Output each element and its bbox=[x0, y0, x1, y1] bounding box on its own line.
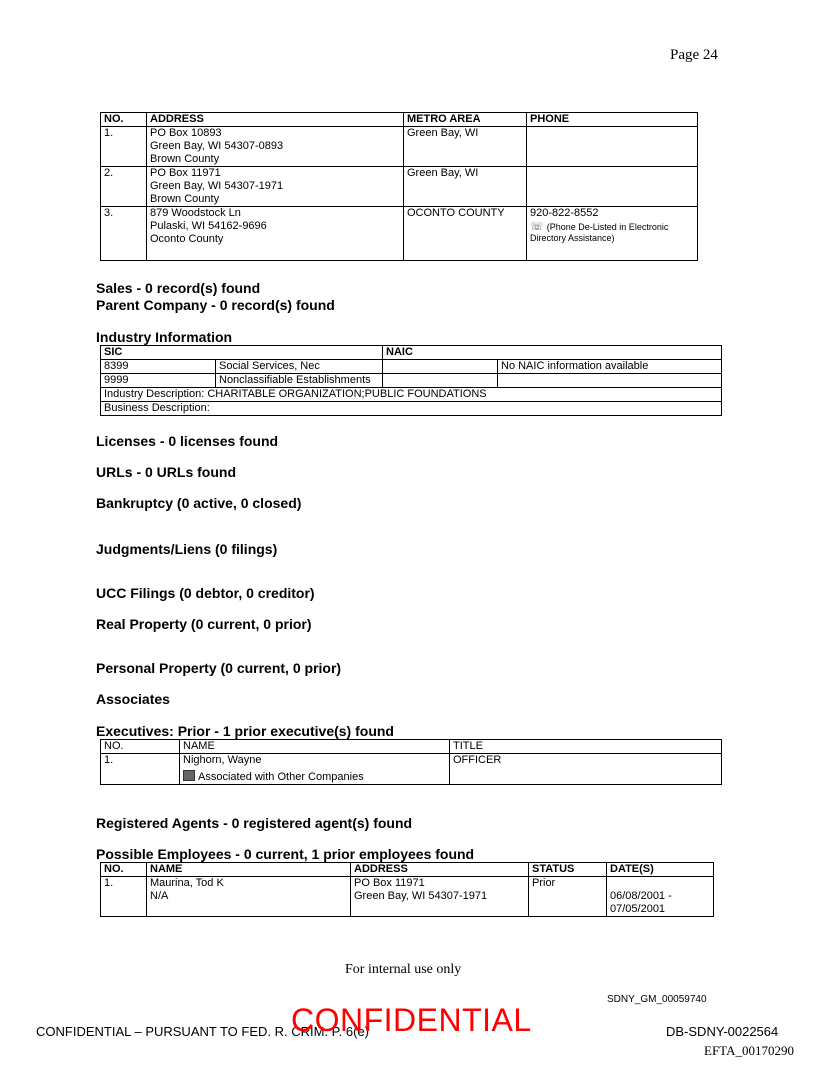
confidential-legend: CONFIDENTIAL – PURSUANT TO FED. R. CRIM. P. 6(e) bbox=[36, 1024, 370, 1039]
header-no: NO. bbox=[101, 113, 147, 127]
header-no: NO. bbox=[101, 863, 147, 877]
address-line: PO Box 11971 bbox=[150, 167, 221, 179]
executives-heading: Executives: Prior - 1 prior executive(s) found bbox=[96, 723, 394, 739]
page-number: Page 24 bbox=[670, 47, 718, 63]
emp-name: Maurina, Tod K bbox=[150, 877, 224, 889]
row-phone bbox=[527, 167, 698, 207]
header-address: ADDRESS bbox=[351, 863, 529, 877]
phone-note bbox=[530, 222, 694, 244]
phone-note-text: (Phone De-Listed in Electronic Directory Assistance) bbox=[530, 222, 669, 243]
naic-desc: No NAIC information available bbox=[498, 360, 722, 374]
header-status: STATUS bbox=[529, 863, 607, 877]
building-icon bbox=[183, 770, 195, 781]
address-line: Pulaski, WI 54162-9696 bbox=[150, 220, 267, 232]
exec-no: 1. bbox=[101, 754, 180, 785]
employees-heading: Possible Employees - 0 current, 1 prior employees found bbox=[96, 846, 475, 862]
industry-description: Industry Description: CHARITABLE ORGANIZATION;PUBLIC FOUNDATIONS bbox=[101, 388, 722, 402]
associates-heading: Associates bbox=[96, 691, 170, 707]
address-line: Oconto County bbox=[150, 233, 224, 245]
header-phone: PHONE bbox=[527, 113, 698, 127]
emp-address-line: Green Bay, WI 54307-1971 bbox=[354, 890, 488, 902]
table-row bbox=[101, 402, 722, 416]
emp-dates-cell bbox=[607, 877, 714, 917]
industry-heading: Industry Information bbox=[96, 329, 233, 345]
table-row bbox=[101, 877, 714, 917]
naic-code bbox=[383, 374, 498, 388]
address-line: 879 Woodstock Ln bbox=[150, 207, 241, 219]
sic-desc: Nonclassifiable Establishments bbox=[216, 374, 383, 388]
internal-use-note: For internal use only bbox=[345, 962, 462, 977]
header-metro: METRO AREA bbox=[404, 113, 527, 127]
associated-label: Associated with Other Companies bbox=[198, 771, 364, 783]
address-table bbox=[100, 112, 698, 261]
header-no: NO. bbox=[101, 740, 180, 754]
address-line: PO Box 10893 bbox=[150, 127, 222, 139]
parent-company-heading: Parent Company - 0 record(s) found bbox=[96, 297, 335, 313]
table-row bbox=[101, 388, 722, 402]
header-naic: NAIC bbox=[383, 346, 722, 360]
judgments-heading: Judgments/Liens (0 filings) bbox=[96, 541, 278, 557]
row-no: 2. bbox=[101, 167, 147, 207]
sic-desc: Social Services, Nec bbox=[216, 360, 383, 374]
row-metro: Green Bay, WI bbox=[404, 127, 527, 167]
db-sdny-number: DB-SDNY-0022564 bbox=[666, 1024, 779, 1039]
table-row bbox=[101, 207, 698, 261]
executives-table bbox=[100, 739, 722, 785]
emp-name-cell bbox=[147, 877, 351, 917]
efta-number: EFTA_00170290 bbox=[704, 1043, 794, 1058]
urls-heading: URLs - 0 URLs found bbox=[96, 464, 236, 480]
naic-desc bbox=[498, 374, 722, 388]
address-table-header bbox=[101, 113, 698, 127]
licenses-heading: Licenses - 0 licenses found bbox=[96, 433, 279, 449]
header-address: ADDRESS bbox=[147, 113, 404, 127]
employees-table bbox=[100, 862, 714, 917]
row-no: 3. bbox=[101, 207, 147, 261]
row-address bbox=[147, 167, 404, 207]
business-description: Business Description: bbox=[101, 402, 722, 416]
phone-delisted-icon: ☏ bbox=[530, 221, 544, 233]
emp-date: 07/05/2001 bbox=[610, 903, 666, 915]
phone-number: 920-822-8552 bbox=[530, 207, 599, 219]
row-no: 1. bbox=[101, 127, 147, 167]
table-row bbox=[101, 167, 698, 207]
associated-link[interactable] bbox=[183, 770, 446, 784]
table-row bbox=[101, 127, 698, 167]
emp-address-line: PO Box 11971 bbox=[354, 877, 425, 889]
emp-address-cell bbox=[351, 877, 529, 917]
sic-code: 9999 bbox=[101, 374, 216, 388]
row-phone bbox=[527, 207, 698, 261]
industry-table bbox=[100, 345, 722, 416]
row-metro: OCONTO COUNTY bbox=[404, 207, 527, 261]
header-name: NAME bbox=[147, 863, 351, 877]
exec-name: Nighorn, Wayne bbox=[183, 754, 262, 766]
table-row bbox=[101, 374, 722, 388]
header-dates: DATE(S) bbox=[607, 863, 714, 877]
employees-table-header bbox=[101, 863, 714, 877]
address-line: Brown County bbox=[150, 153, 220, 165]
row-metro: Green Bay, WI bbox=[404, 167, 527, 207]
address-line: Green Bay, WI 54307-0893 bbox=[150, 140, 284, 152]
industry-table-header bbox=[101, 346, 722, 360]
address-line: Brown County bbox=[150, 193, 220, 205]
registered-agents-heading: Registered Agents - 0 registered agent(s) found bbox=[96, 815, 413, 831]
sdny-gm-number: SDNY_GM_00059740 bbox=[607, 994, 707, 1005]
emp-date: 06/08/2001 - bbox=[610, 890, 672, 902]
exec-title: OFFICER bbox=[450, 754, 722, 785]
bankruptcy-heading: Bankruptcy (0 active, 0 closed) bbox=[96, 495, 302, 511]
emp-name-extra: N/A bbox=[150, 890, 169, 902]
sic-code: 8399 bbox=[101, 360, 216, 374]
row-phone bbox=[527, 127, 698, 167]
ucc-heading: UCC Filings (0 debtor, 0 creditor) bbox=[96, 585, 315, 601]
sales-heading: Sales - 0 record(s) found bbox=[96, 280, 261, 296]
confidential-stamp: CONFIDENTIAL bbox=[291, 1002, 532, 1038]
personal-property-heading: Personal Property (0 current, 0 prior) bbox=[96, 660, 342, 676]
naic-code bbox=[383, 360, 498, 374]
real-property-heading: Real Property (0 current, 0 prior) bbox=[96, 616, 312, 632]
header-sic: SIC bbox=[101, 346, 383, 360]
row-address bbox=[147, 207, 404, 261]
address-line: Green Bay, WI 54307-1971 bbox=[150, 180, 284, 192]
emp-no: 1. bbox=[101, 877, 147, 917]
emp-status: Prior bbox=[529, 877, 607, 917]
table-row bbox=[101, 754, 722, 785]
header-name: NAME bbox=[180, 740, 450, 754]
table-row bbox=[101, 360, 722, 374]
exec-name-cell bbox=[180, 754, 450, 785]
row-address bbox=[147, 127, 404, 167]
header-title: TITLE bbox=[450, 740, 722, 754]
executives-table-header bbox=[101, 740, 722, 754]
